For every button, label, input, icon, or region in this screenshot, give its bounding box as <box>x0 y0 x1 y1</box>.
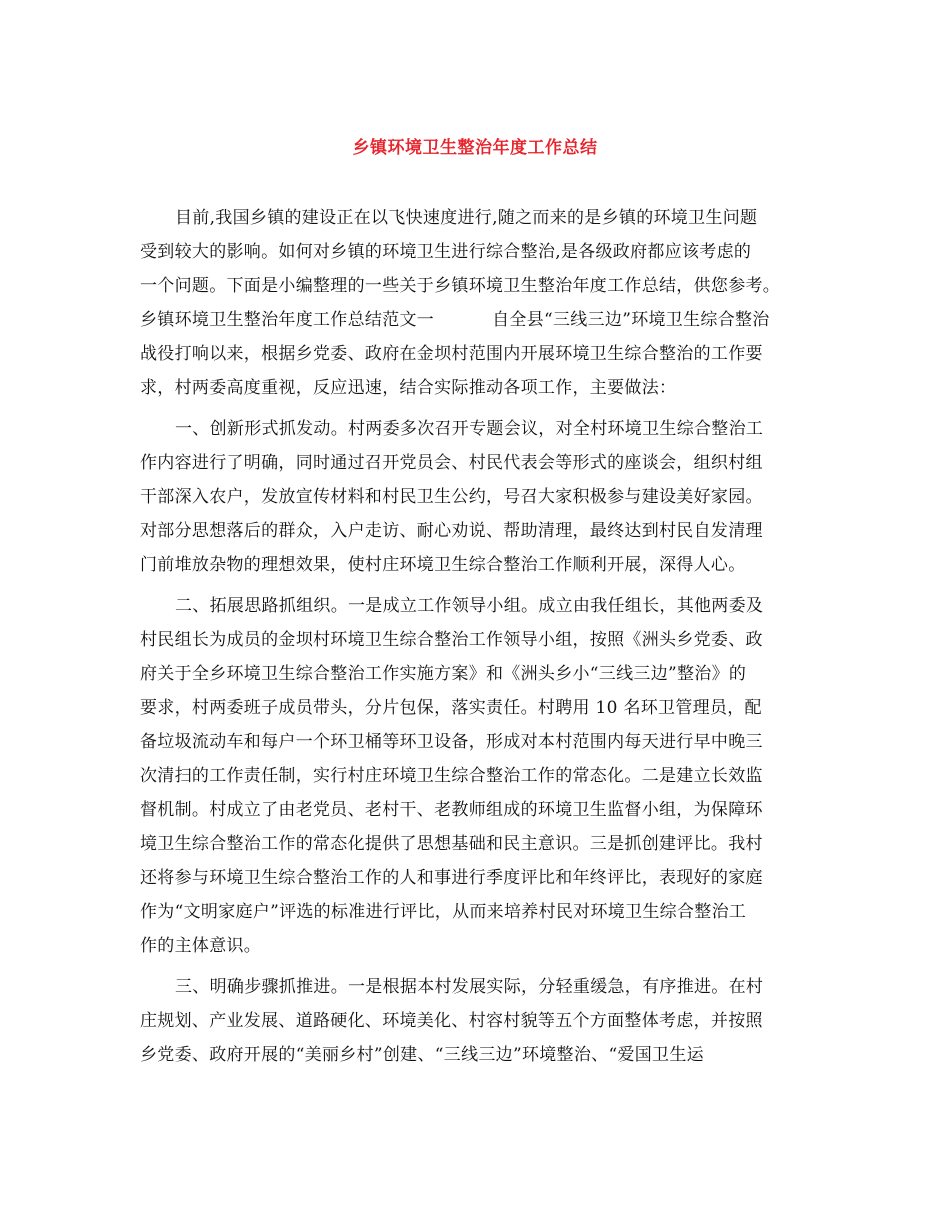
body-line: 三、明确步骤抓推进。一是根据本村发展实际，分轻重缓急，有序推进。在村 <box>175 977 764 997</box>
body-line: 作内容进行了明确，同时通过召开党员会、村民代表会等形式的座谈会，组织村组 <box>140 453 763 473</box>
body-line: 二、拓展思路抓组织。一是成立工作领导小组。成立由我任组长，其他两委及 <box>175 596 764 616</box>
body-line: 督机制。村成立了由老党员、老村干、老教师组成的环境卫生监督小组，为保障环 <box>140 800 763 820</box>
body-line: 作的主体意识。 <box>140 936 262 956</box>
body-text: 自全县“三线三边”环境卫生综合整治 <box>492 310 770 330</box>
body-line: 一个问题。下面是小编整理的一些关于乡镇环境卫生整治年度工作总结，供您参考。 <box>140 276 781 296</box>
body-line: 要求，村两委班子成员带头，分片包保，落实责任。村聘用 10 名环卫管理员，配 <box>140 698 762 718</box>
body-line: 对部分思想落后的群众，入户走访、耐心劝说、帮助清理，最终达到村民自发清理 <box>140 521 763 541</box>
body-line: 干部深入农户，发放宣传材料和村民卫生公约，号召大家积极参与建设美好家园。 <box>140 487 763 507</box>
body-line: 庄规划、产业发展、道路硬化、环境美化、村容村貌等五个方面整体考虑，并按照 <box>140 1011 763 1031</box>
body-line: 备垃圾流动车和每户一个环卫桶等环卫设备，形成对本村范围内每天进行早中晚三 <box>140 732 763 752</box>
body-line <box>140 307 770 333</box>
body-line: 还将参与环境卫生综合整治工作的人和事进行季度评比和年终评比，表现好的家庭 <box>140 868 763 888</box>
body-line: 作为“文明家庭户”评选的标准进行评比，从而来培养村民对环境卫生综合整治工 <box>140 902 747 922</box>
body-line: 一、创新形式抓发动。村两委多次召开专题会议，对全村环境卫生综合整治工 <box>175 419 764 439</box>
body-line: 乡党委、政府开展的“美丽乡村”创建、“三线三边”环境整治、“爱国卫生运 <box>140 1045 704 1065</box>
body-subheading: 乡镇环境卫生整治年度工作总结范文一 <box>140 310 435 330</box>
body-line: 战役打响以来，根据乡党委、政府在金坝村范围内开展环境卫生综合整治的工作要 <box>140 344 763 364</box>
body-line: 府关于全乡环境卫生综合整治工作实施方案》和《洲头乡小“三线三边”整治》的 <box>140 664 747 684</box>
body-line: 境卫生综合整治工作的常态化提供了思想基础和民主意识。三是抓创建评比。我村 <box>140 834 763 854</box>
body-line: 次清扫的工作责任制，实行村庄环境卫生综合整治工作的常态化。二是建立长效监 <box>140 766 763 786</box>
body-line: 求，村两委高度重视，反应迅速，结合实际推动各项工作，主要做法： <box>140 378 677 398</box>
body-line: 门前堆放杂物的理想效果，使村庄环境卫生综合整治工作顺利开展，深得人心。 <box>140 555 746 575</box>
document-title: 乡镇环境卫生整治年度工作总结 <box>352 138 598 158</box>
body-line: 目前,我国乡镇的建设正在以飞快速度进行,随之而来的是乡镇的环境卫生问题 <box>175 208 758 228</box>
body-line: 受到较大的影响。如何对乡镇的环境卫生进行综合整治,是各级政府都应该考虑的 <box>140 242 752 262</box>
body-line: 村民组长为成员的金坝村环境卫生综合整治工作领导小组，按照《洲头乡党委、政 <box>140 630 763 650</box>
